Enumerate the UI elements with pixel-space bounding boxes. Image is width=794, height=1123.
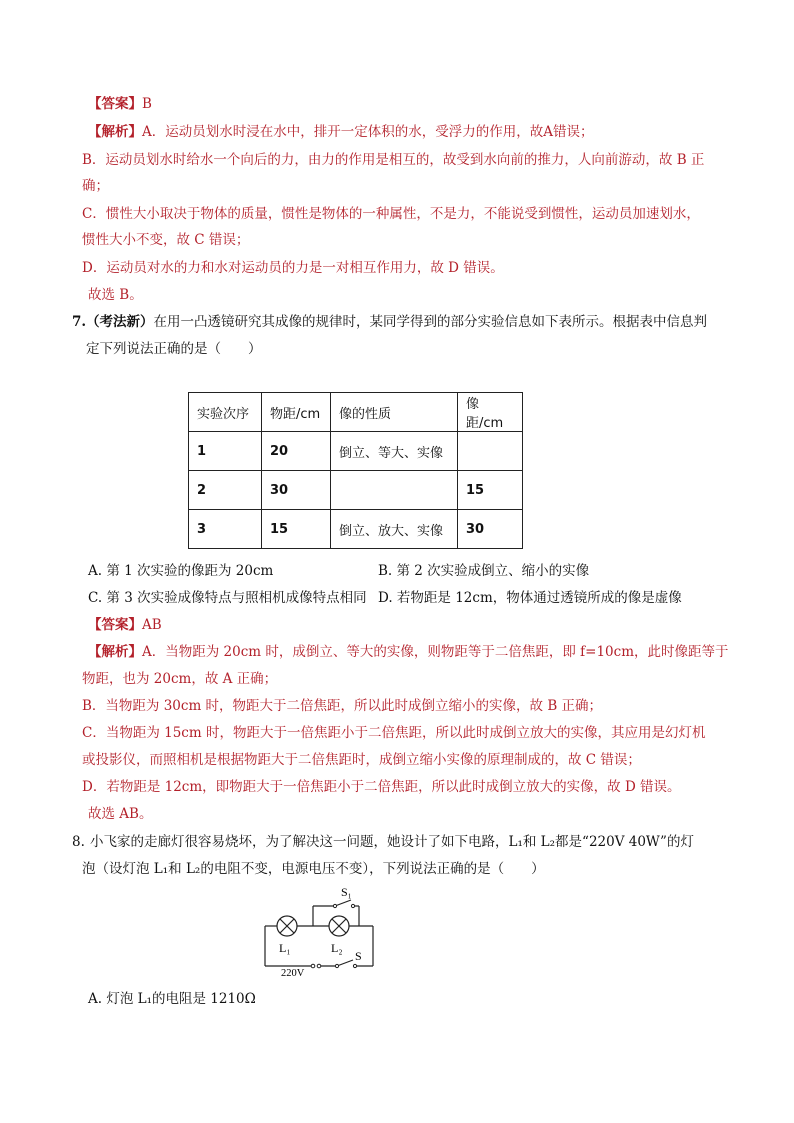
table-cell — [458, 432, 523, 471]
table-cell: 15 — [262, 510, 331, 549]
q7-conclusion: 故选 AB。 — [88, 806, 153, 822]
q7-analysis-line-1 — [88, 642, 729, 662]
q7-stem-line-1 — [86, 312, 707, 332]
q8-number: 8. — [72, 834, 85, 850]
table-row — [189, 471, 523, 510]
table-cell: 1 — [189, 432, 262, 471]
source-terminal-icon — [317, 964, 321, 968]
label-l1: L₁ — [279, 941, 291, 955]
answer-tag: 【答案】 — [88, 96, 142, 112]
q7-option-c: C. 第 3 次实验成像特点与照相机成像特点相同 — [88, 590, 367, 606]
table-header-cell: 像的性质 — [331, 393, 458, 432]
circuit-diagram — [255, 886, 385, 978]
table-cell: 倒立、放大、实像 — [331, 510, 458, 549]
q6-analysis-line-3: 确； — [82, 178, 109, 194]
q7-analysis-line-4: C．当物距为 15cm 时，物距大于一倍焦距小于二倍焦距，所以此时成倒立放大的实像，其应用是幻灯机 — [82, 725, 706, 741]
q8-option-a: A. 灯泡 L₁的电阻是 1210Ω — [88, 991, 256, 1007]
q7-option-d: D. 若物距是 12cm，物体通过透镜所成的像是虚像 — [378, 590, 682, 606]
switch-contact-icon — [335, 964, 338, 967]
q7-stem-text: 在用一凸透镜研究其成像的规律时，某同学得到的部分实验信息如下表所示。根据表中信息判 — [153, 314, 707, 330]
q8-stem-line-1: 小飞家的走廊灯很容易烧坏，为了解决这一问题，她设计了如下电路，L₁和 L₂都是“220V 40W”的灯 — [90, 834, 694, 850]
q7-option-a: A. 第 1 次实验的像距为 20cm — [88, 563, 274, 579]
table-cell: 30 — [458, 510, 523, 549]
q7-tag: （考法新） — [86, 314, 154, 330]
switch-contact-icon — [333, 904, 336, 907]
q6-analysis-line-6: D．运动员对水的力和水对运动员的力是一对相互作用力，故 D 错误。 — [82, 260, 504, 276]
table-row — [189, 432, 523, 471]
table-cell: 30 — [262, 471, 331, 510]
q6-conclusion: 故选 B。 — [88, 287, 143, 303]
answer-tag: 【答案】 — [88, 617, 142, 633]
table-header-cell: 像距/cm — [458, 393, 523, 432]
q6-analysis-line-2: B．运动员划水时给水一个向后的力，由力的作用是相互的，故受到水向前的推力，人向前游动，故 B 正 — [82, 152, 705, 168]
analysis-text: A．当物距为 20cm 时，成倒立、等大的实像，则物距等于二倍焦距，即 f=10cm，此时像距等于 — [142, 644, 729, 660]
table-cell: 20 — [262, 432, 331, 471]
q7-analysis-line-3: B．当物距为 30cm 时，物距大于二倍焦距，所以此时成倒立缩小的实像，故 B 正确； — [82, 698, 603, 714]
analysis-text: A．运动员划水时浸在水中，排开一定体积的水，受浮力的作用，故A错误； — [142, 124, 594, 140]
label-s1: S₁ — [341, 886, 352, 899]
label-source: 220V — [281, 968, 305, 978]
q7-analysis-line-5: 或投影仪，而照相机是根据物距大于二倍焦距时，成倒立缩小实像的原理制成的，故 C 错误； — [82, 752, 641, 768]
table-row — [189, 510, 523, 549]
q7-number: 7. — [72, 314, 87, 330]
table-cell: 2 — [189, 471, 262, 510]
table-header-row — [189, 393, 523, 432]
experiment-table — [188, 392, 523, 549]
q8-stem-line-2: 泡（设灯泡 L₁和 L₂的电阻不变，电源电压不变），下列说法正确的是（ ） — [82, 861, 545, 877]
q6-analysis-line-1 — [88, 122, 594, 142]
analysis-tag: 【解析】 — [88, 124, 142, 140]
table-header-cell: 物距/cm — [262, 393, 331, 432]
lamp-l2-icon — [329, 916, 349, 936]
table-cell: 倒立、等大、实像 — [331, 432, 458, 471]
table-cell: 3 — [189, 510, 262, 549]
q7-answer-line — [88, 615, 162, 635]
q7-option-b: B. 第 2 次实验成倒立、缩小的实像 — [378, 563, 590, 579]
table-header-cell: 实验次序 — [189, 393, 262, 432]
q7-analysis-line-6: D．若物距是 12cm，即物距大于一倍焦距小于二倍焦距，所以此时成倒立放大的实像，故 D 错误。 — [82, 779, 681, 795]
source-terminal-icon — [311, 964, 315, 968]
q6-answer-line — [88, 94, 152, 114]
label-s: S — [355, 949, 362, 963]
table-cell: 15 — [458, 471, 523, 510]
analysis-tag: 【解析】 — [88, 644, 142, 660]
q7-analysis-line-2: 物距，也为 20cm，故 A 正确； — [82, 671, 278, 687]
q6-analysis-line-5: 惯性大小不变，故 C 错误； — [82, 232, 250, 248]
table-cell — [331, 471, 458, 510]
answer-value: B — [142, 96, 152, 112]
answer-value: AB — [142, 617, 162, 633]
switch-contact-icon — [353, 964, 356, 967]
switch-contact-icon — [351, 904, 354, 907]
lamp-l1-icon — [277, 916, 297, 936]
label-l2: L₂ — [331, 941, 343, 955]
q7-stem-line-2: 定下列说法正确的是（ ） — [86, 341, 262, 357]
q6-analysis-line-4: C．惯性大小取决于物体的质量，惯性是物体的一种属性，不是力，不能说受到惯性，运动员加速划水， — [82, 206, 700, 222]
